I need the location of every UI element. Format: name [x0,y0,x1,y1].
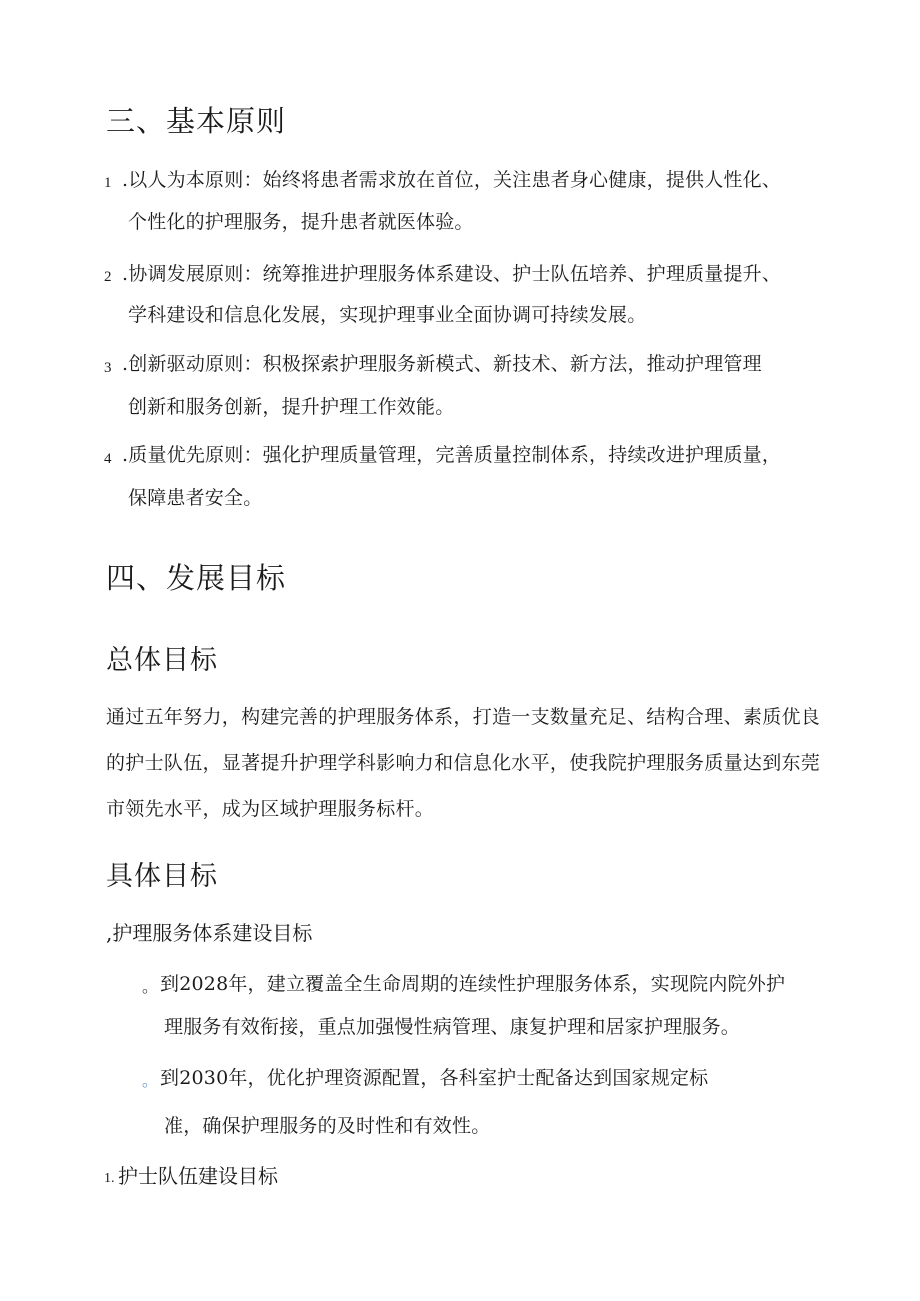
section-heading-development-goals: 四、发展目标 [106,561,287,595]
principle-line: 个性化的护理服务，提升患者就医体验。 [128,211,474,233]
list-number: 1 [104,175,112,191]
sub-goal-number: 1. [104,1171,115,1186]
sub-goal-title-nurse-team: 护士队伍建设目标 [118,1164,278,1188]
principle-line: .创新驱动原则：积极探索护理服务新模式、新技术、新方法，推动护理管理 [122,353,762,375]
principle-line: .以人为本原则：始终将患者需求放在首位，关注患者身心健康，提供人性化、 [122,169,782,191]
principle-line: .质量优先原则：强化护理质量管理，完善质量控制体系，持续改进护理质量， [122,444,782,466]
principle-line: 创新和服务创新，提升护理工作效能。 [128,396,455,418]
list-number: 3 [104,360,112,376]
subheading-overall-goal: 总体目标 [106,645,218,676]
principle-line: 学科建设和信息化发展，实现护理事业全面协调可持续发展。 [128,304,647,326]
section-heading-basic-principles: 三、基本原则 [106,104,287,138]
sub-goal-title-service-system: ,护理服务体系建设目标 [106,921,313,945]
principle-line: 保障患者安全。 [128,487,263,509]
bullet-line: 到2030年，优化护理资源配置，各科室护士配备达到国家规定标 [160,1067,709,1089]
list-number: 2 [104,269,112,285]
list-number: 4 [104,451,112,467]
bullet-mark: 。 [142,1071,159,1090]
bullet-line: 到2028年，建立覆盖全生命周期的连续性护理服务体系，实现院内院外护 [160,973,786,995]
bullet-mark: 。 [142,977,159,996]
principle-line: .协调发展原则：统筹推进护理服务体系建设、护士队伍培养、护理质量提升、 [122,263,782,285]
bullet-line: 理服务有效衔接，重点加强慢性病管理、康复护理和居家护理服务。 [164,1016,741,1038]
subheading-specific-goals: 具体目标 [106,861,218,892]
bullet-line: 准，确保护理服务的及时性和有效性。 [164,1115,491,1137]
overall-goal-paragraph: 通过五年努力，构建完善的护理服务体系，打造一支数量充足、结构合理、素质优良的护士队伍，显著提升护理学科影响力和信息化水平，使我院护理服务质量达到东莞市领先水平，成为区域护理服务标杆。 [106,706,821,820]
